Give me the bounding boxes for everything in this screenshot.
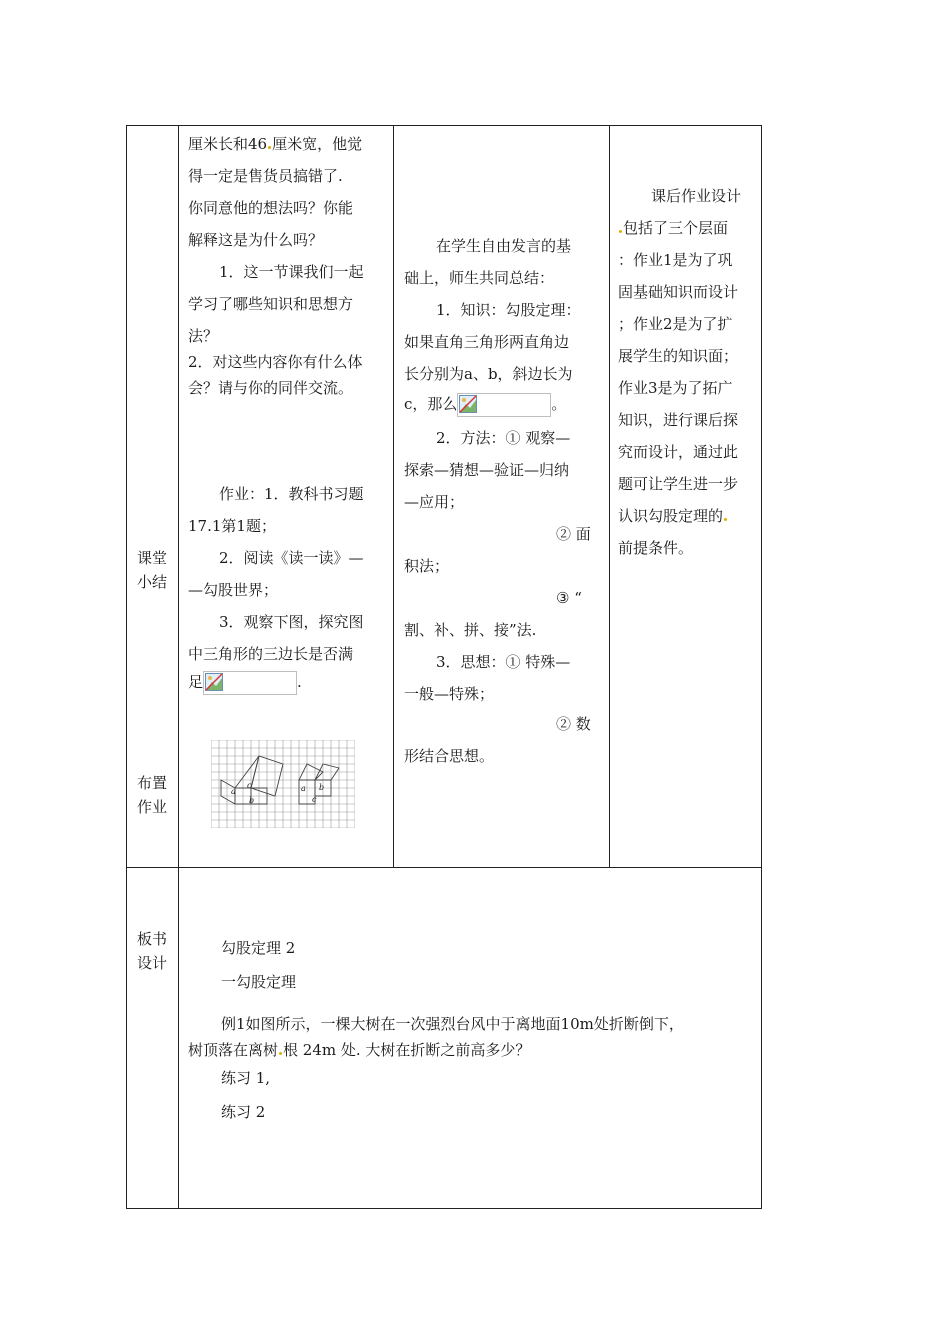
col2-line-4: 解释这是为什么吗？ [188,231,324,249]
formula-image-placeholder [203,671,297,695]
table-col1-divider [178,125,179,1209]
col3-line-3: 1．知识：勾股定理： [436,301,581,319]
table-col2-divider [393,125,394,868]
col2-homework-5: 3．观察下图，探究图 [219,613,364,631]
col3-line-16: ② 数 [556,715,591,733]
col3-line-2: 础上，师生共同总结： [404,269,555,287]
col3-line-13: 割、补、拼、接”法. [404,621,537,639]
col3-line-14: 3．思想：① 特殊— [436,653,571,671]
col3-line-5: 长分别为a、b，斜边长为 [404,365,573,383]
board-subtitle: 一勾股定理 [221,973,297,991]
table-left-border [126,125,127,1209]
board-title: 勾股定理 2 [221,939,296,957]
col2-line-2: 得一定是售货员搞错了. [188,167,343,185]
col2-homework-4: —勾股世界； [188,581,279,599]
col2-line-1: 厘米长和46 厘米宽，他觉 [188,135,363,153]
table-col3-divider [609,125,610,868]
grid-label-a-right: a [301,784,306,793]
label-board-design: 板书设计 [137,930,168,972]
formula-image-placeholder-2 [457,393,551,417]
col3-line-1: 在学生自由发言的基 [436,237,572,255]
col3-line-12: ③ “ [556,589,582,607]
table-right-border [761,125,762,1209]
col2-line-6: 学习了哪些知识和思想方 [188,295,354,313]
col4-line-11: 认识勾股定理的 [618,500,728,532]
grid-label-a-left: a [231,787,236,796]
col2-line-5: 1．这一节课我们一起 [219,263,364,281]
table-top-border [126,125,762,126]
broken-image-icon [205,673,223,691]
col4-line-2: 包括了三个层面 [618,212,728,244]
label-assign-homework: 布置作业 [137,774,168,816]
col3-line-8: 探索—猜想—验证—归纳 [404,461,570,479]
col3-line-10: ② 面 [556,525,591,543]
col2-line-8: 2．对这些内容你有什么体 [188,353,363,371]
col3-line-11: 积法； [404,557,450,575]
col4-line-6: 展学生的知识面； [618,347,739,365]
col2-homework-2: 17.1第1题； [188,517,276,535]
board-practice-2: 练习 2 [221,1103,266,1121]
col2-homework-6: 中三角形的三边长是否满 [188,645,354,663]
col3-line-17: 形结合思想。 [404,747,495,765]
board-practice-1: 练习 1, [221,1069,271,1087]
col2-homework-7: 足 . [188,666,302,698]
col4-line-5: ；作业2是为了扩 [618,315,733,333]
board-example-line-2: 树顶落在离树 根 24m 处. 大树在折断之前高多少？ [188,1041,531,1059]
col2-homework-1: 作业：1．教科书习题 [219,485,364,503]
broken-image-icon [459,395,477,413]
col4-line-4: 固基础知识而设计 [618,283,739,301]
grid-label-b-left: b [249,796,255,805]
col4-line-9: 究而设计，通过此 [618,443,739,461]
col4-line-7: 作业3是为了拓广 [618,379,733,397]
table-mid-border [126,867,762,868]
grid-label-c-right: c [312,795,317,804]
table-bottom-border [126,1208,762,1209]
label-class-summary: 课堂小结 [137,549,168,591]
col2-line-7: 法？ [188,327,219,345]
col3-line-9: —应用； [404,493,465,511]
col3-line-15: 一般—特殊； [404,685,495,703]
col4-line-12: 前提条件。 [618,539,694,557]
col2-homework-3: 2．阅读《读一读》— [219,549,364,567]
col2-line-3: 你同意他的想法吗？你能 [188,199,354,217]
col4-line-3: ：作业1是为了巩 [618,251,733,269]
col4-line-8: 知识，进行课后探 [618,411,739,429]
grid-label-c-left: c [247,781,252,790]
grid-label-b-right: b [319,783,325,792]
board-example-line-1: 例1如图所示，一棵大树在一次强烈台风中于离地面10m处折断倒下， [221,1015,684,1033]
col3-line-4: 如果直角三角形两直角边 [404,333,570,351]
col4-line-1: 课后作业设计 [651,187,742,205]
col3-line-7: 2．方法：① 观察— [436,429,571,447]
grid-triangles-figure [211,740,355,828]
col3-line-6: c，那么 。 [404,388,566,420]
col2-line-9: 会？请与你的同伴交流。 [188,379,354,397]
col4-line-10: 题可让学生进一步 [618,475,739,493]
